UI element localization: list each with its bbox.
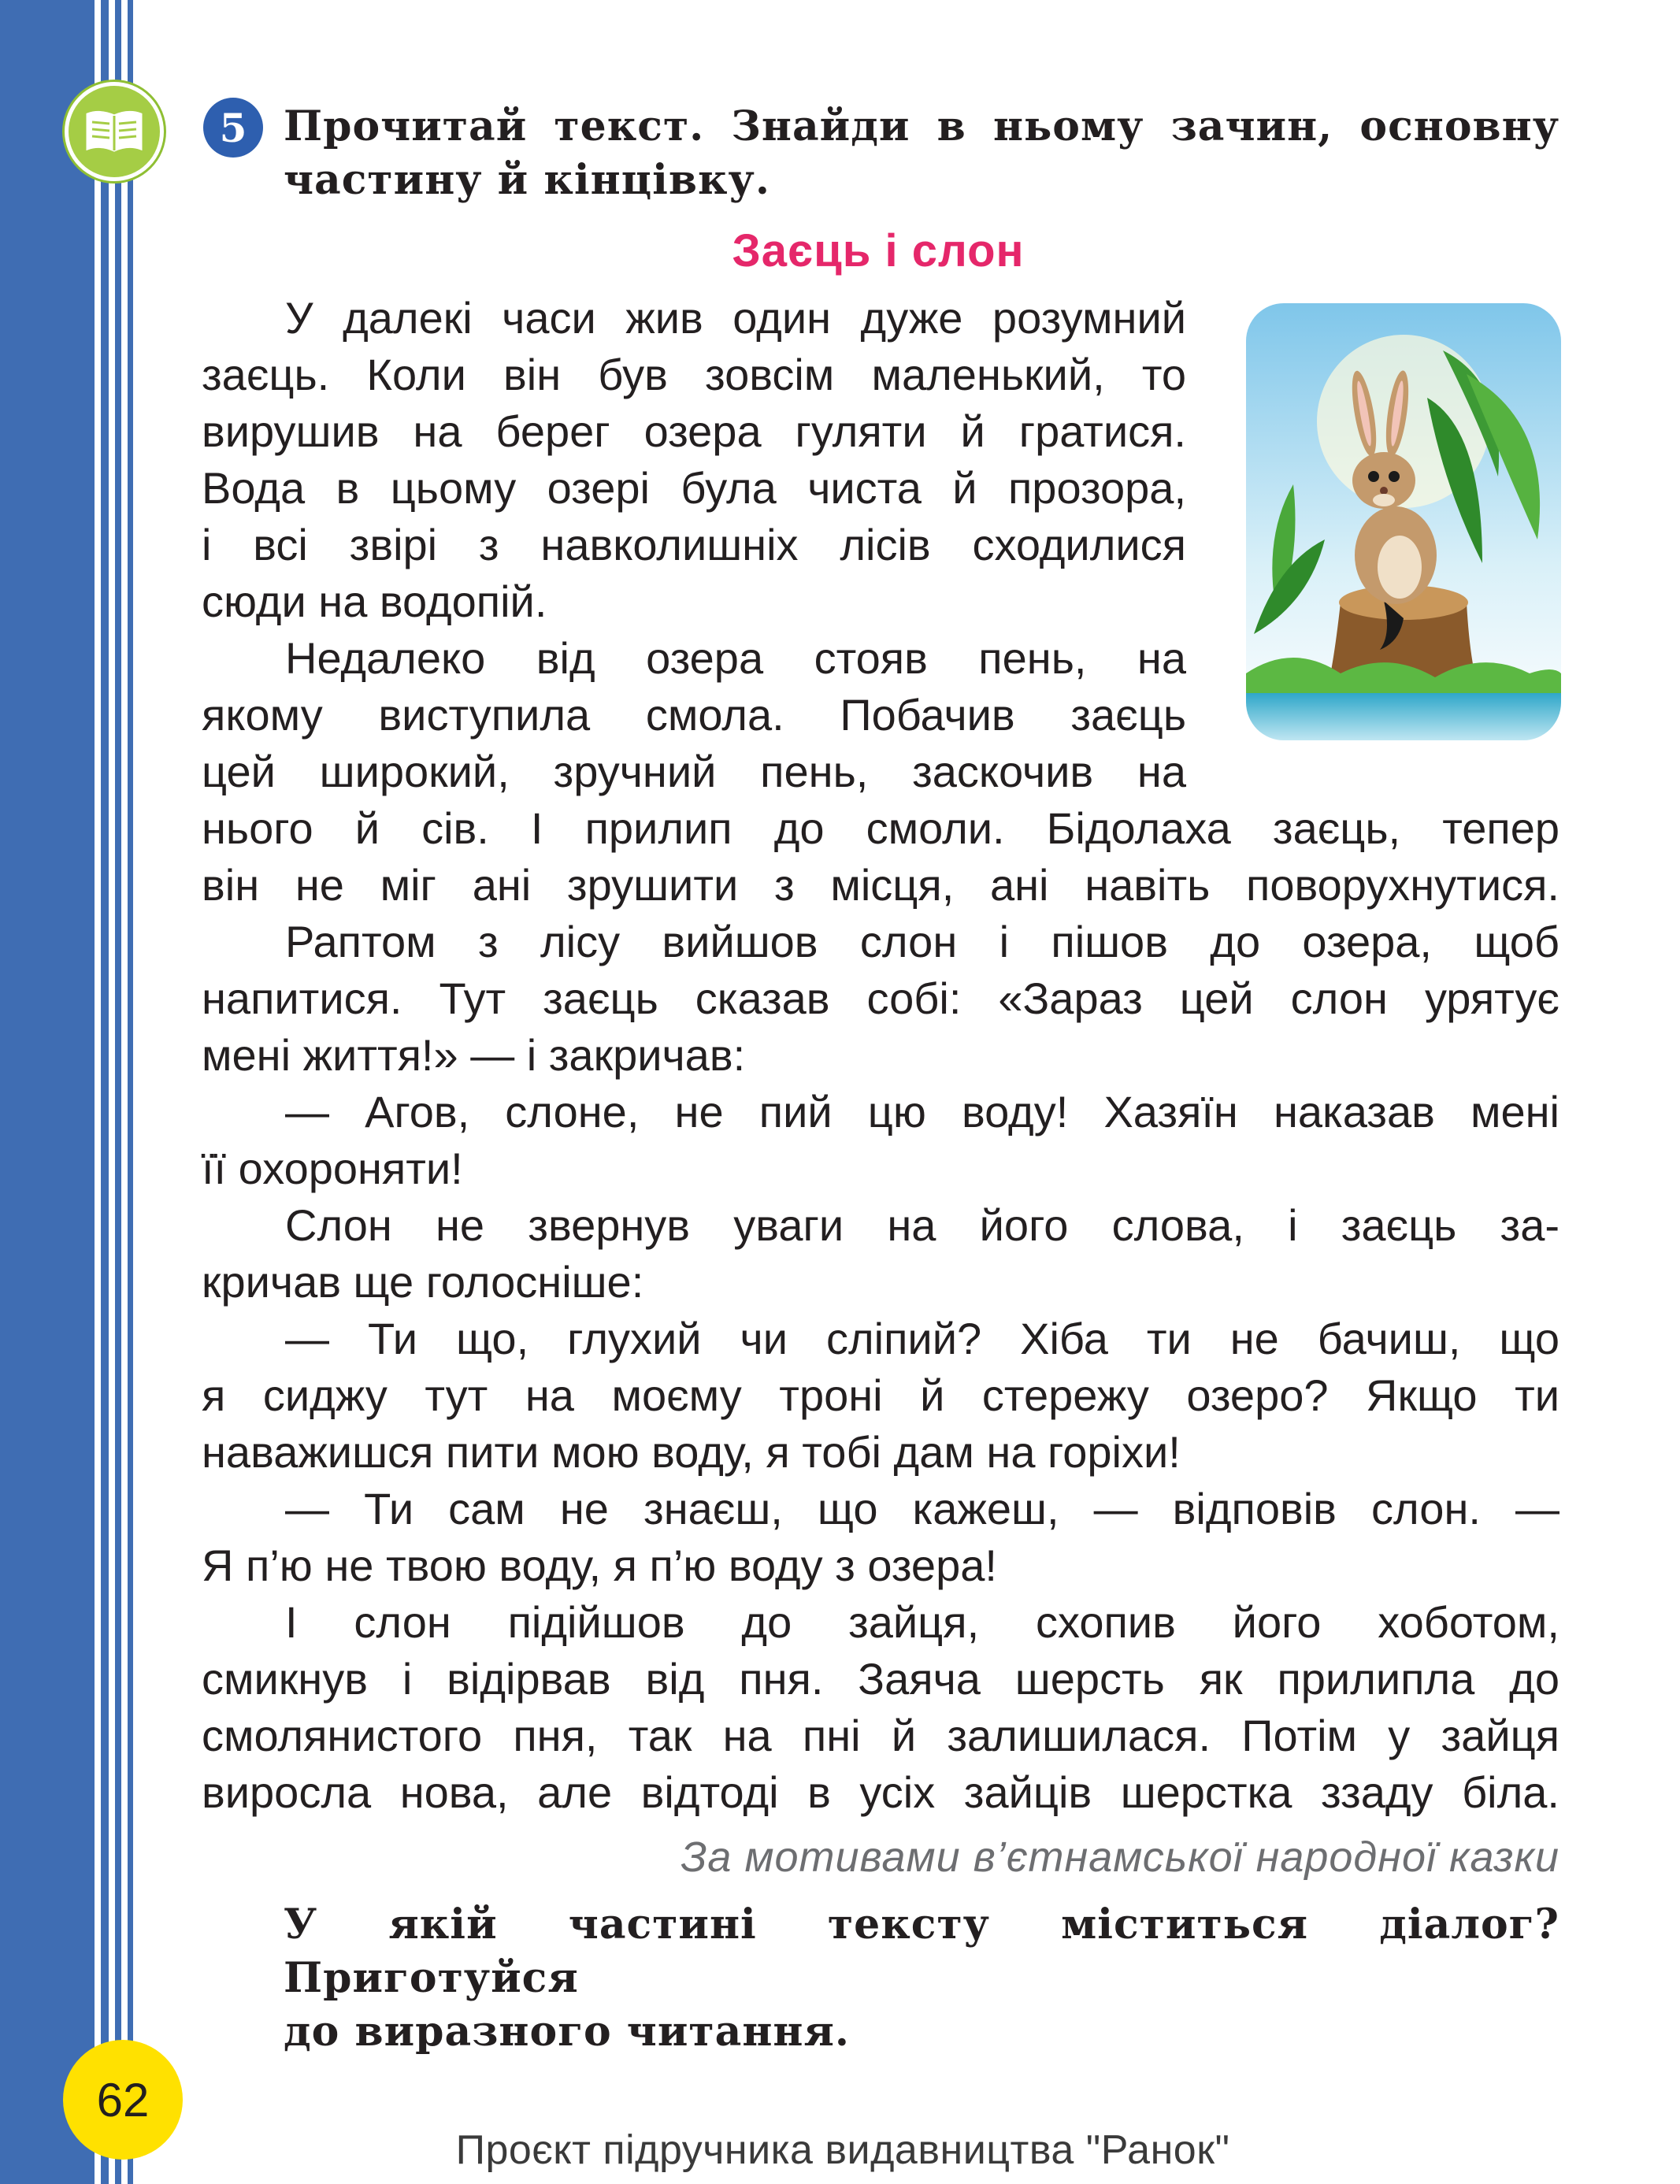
story-line: мені життя!» — і закричав: [202, 1030, 746, 1080]
task-line-1: Прочитай текст. Знайди в ньому зачин, основну [284, 102, 1559, 150]
hare-on-stump-illustration [1246, 303, 1561, 740]
margin-stripe [101, 0, 109, 2184]
story-line: якому виступила смола. Побачив заєць [202, 690, 1186, 740]
task-number-badge: 5 [203, 98, 263, 158]
story-line: сюди на водопій. [202, 577, 547, 626]
left-margin-band [0, 0, 95, 2184]
story-line: — Ти сам не знаєш, що кажеш, — відповів слон. — [285, 1484, 1559, 1533]
story-line: У далекі часи жив один дуже розумний [285, 293, 1186, 343]
story-line: смикнув і відірвав від пня. Заяча шерсть як прилипла до [202, 1654, 1559, 1704]
story-line: і всі звірі з навколишніх лісів сходилися [202, 520, 1186, 569]
story-line: її охороняти! [202, 1144, 463, 1193]
story-line: Раптом з лісу вийшов слон і пішов до озера, щоб [285, 917, 1559, 966]
story-title: Заєць і слон [732, 225, 1025, 276]
question-line-1: У якій частині тексту міститься діалог? Приготуйся [284, 1900, 1559, 2002]
story-line: — Агов, слоне, не пий цю воду! Хазяїн наказав мені [285, 1087, 1559, 1136]
story-line: Вода в цьому озері була чиста й прозора, [202, 463, 1186, 513]
question-line-2: до виразного читання. [284, 2008, 850, 2056]
story-line: наважишся пити мою воду, я тобі дам на горіхи! [202, 1427, 1181, 1477]
story-line: нього й сів. І прилип до смоли. Бідолаха заєць, тепер [202, 803, 1559, 853]
task-line-2: частину й кінцівку. [284, 156, 770, 204]
margin-stripe [115, 0, 121, 2184]
story-line: Слон не звернув уваги на його слова, і заєць за- [285, 1200, 1559, 1250]
story-line: Недалеко від озера стояв пень, на [285, 633, 1186, 683]
story-line: я сиджу тут на моєму троні й стережу озеро? Якщо ти [202, 1370, 1559, 1420]
story-line: Я п’ю не твою воду, я п’ю воду з озера! [202, 1541, 997, 1590]
story-line: І слон підійшов до зайця, схопив його хоботом, [285, 1597, 1559, 1647]
page-number: 62 [63, 2040, 183, 2160]
footer-text: Проєкт підручника видавництва "Ранок" [455, 2127, 1230, 2173]
story-line: цей широкий, зручний пень, заскочив на [202, 747, 1186, 796]
story-source: За мотивами в’єтнамської народної казки [681, 1834, 1559, 1881]
story-line: кричав ще голосніше: [202, 1257, 644, 1307]
story-line: смолянистого пня, так на пні й залишилася. Потім у зайця [202, 1711, 1559, 1760]
story-line: — Ти що, глухий чи сліпий? Хіба ти не бачиш, що [285, 1314, 1559, 1363]
book-icon [65, 82, 164, 181]
story-line: він не міг ані зрушити з місця, ані навіть поворухнутися. [202, 860, 1559, 910]
story-line: виросла нова, але відтоді в усіх зайців шерстка ззаду біла. [202, 1767, 1559, 1817]
story-line: напитися. Тут заєць сказав собі: «Зараз цей слон урятує [202, 973, 1559, 1023]
story-line: заєць. Коли він був зовсім маленький, то [202, 350, 1186, 399]
question [284, 1898, 1559, 2059]
margin-stripe [128, 0, 133, 2184]
task-instruction [284, 100, 1559, 207]
story-line: вирушив на берег озера гуляти й гратися. [202, 406, 1186, 456]
